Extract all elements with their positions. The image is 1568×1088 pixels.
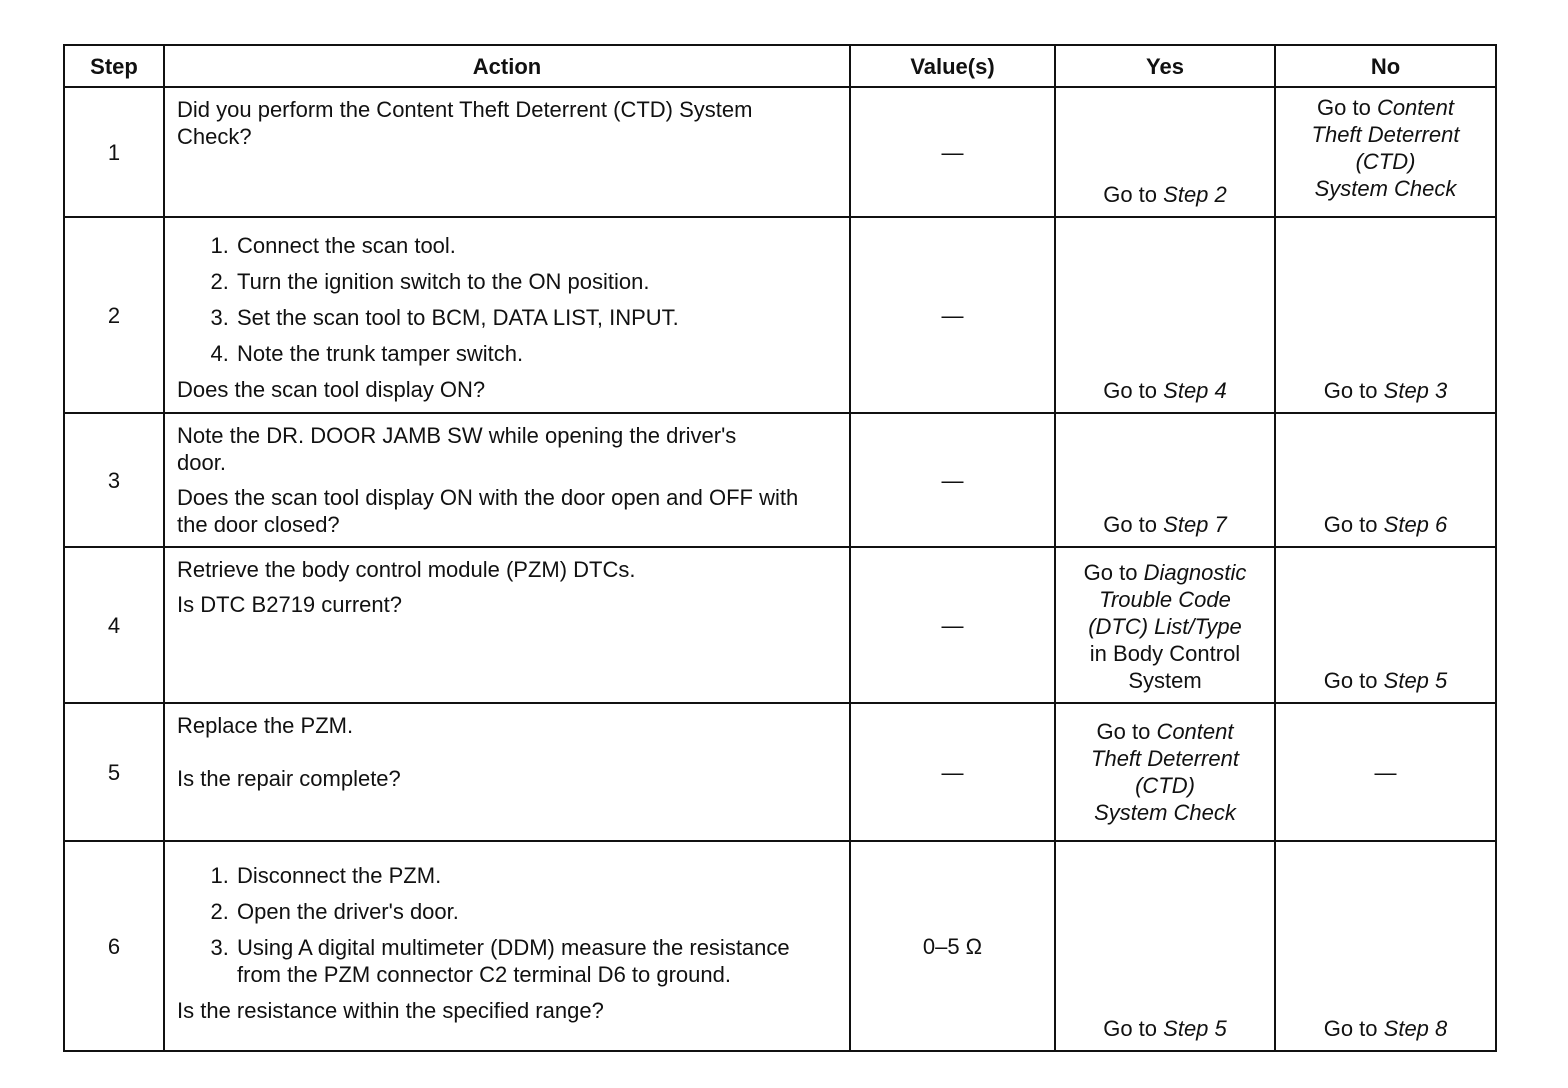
yes-prefix: Go to [1103, 512, 1158, 537]
action-question: Is DTC B2719 current? [177, 592, 402, 617]
yes-suffix: System [1128, 668, 1202, 693]
yes-step-link[interactable]: Step 4 [1163, 378, 1227, 403]
action-cell [164, 547, 850, 703]
action-step: 1. Disconnect the PZM. [235, 862, 839, 889]
yes-ref-link[interactable]: Theft Deterrent [1091, 746, 1239, 771]
header-row [64, 45, 1496, 87]
action-step: 3. Using A digital multimeter (DDM) measure the resistance from the PZM connector C2 terminal D6 to ground. [235, 934, 839, 988]
no-ref-line [1276, 94, 1495, 121]
yes-ref-link[interactable]: Trouble Code [1099, 587, 1231, 612]
action-question: Does the scan tool display ON with the door open and OFF with the door closed? [177, 485, 799, 537]
no-cell [1275, 413, 1496, 547]
value-cell: — [850, 413, 1055, 547]
action-cell [164, 87, 850, 217]
yes-step-link[interactable]: Step 7 [1163, 512, 1227, 537]
action-text: Replace the PZM. [177, 713, 354, 738]
action-question: Is the repair complete? [177, 766, 401, 791]
no-ref-link[interactable]: Theft Deterrent [1311, 122, 1460, 147]
value-cell: — [850, 547, 1055, 703]
step-number: 6 [64, 841, 164, 1051]
action-cell [164, 413, 850, 547]
action-cell [164, 217, 850, 413]
yes-prefix: Go to [1083, 560, 1138, 585]
yes-ref-link[interactable]: (DTC) List/Type [1088, 614, 1242, 639]
no-cell [1275, 547, 1496, 703]
table-row-step-6 [64, 841, 1496, 1051]
no-ref-link[interactable]: (CTD) [1355, 149, 1416, 174]
yes-suffix: in Body Control [1089, 641, 1241, 666]
no-cell: — [1275, 703, 1496, 841]
value-cell: — [850, 87, 1055, 217]
action-cell [164, 703, 850, 841]
value-cell: — [850, 217, 1055, 413]
no-cell [1275, 217, 1496, 413]
step-number: 3 [64, 413, 164, 547]
no-step-link[interactable]: Step 5 [1383, 668, 1448, 693]
yes-cell [1055, 217, 1275, 413]
yes-cell [1055, 841, 1275, 1051]
diagnostic-table [63, 44, 1497, 1052]
yes-cell [1055, 703, 1275, 841]
action-step: 1. Connect the scan tool. [235, 232, 839, 259]
action-step: 3. Set the scan tool to BCM, DATA LIST, INPUT. [235, 304, 839, 331]
yes-prefix: Go to [1103, 182, 1158, 207]
action-step: 2. Open the driver's door. [235, 898, 839, 925]
yes-prefix: Go to [1096, 719, 1151, 744]
action-question: Does the scan tool display ON? [177, 377, 486, 402]
action-step-list [177, 862, 839, 988]
yes-cell [1055, 413, 1275, 547]
action-step: 4. Note the trunk tamper switch. [235, 340, 839, 367]
action-text: Did you perform the Content Theft Deterrent (CTD) System Check? [177, 97, 753, 149]
value-cell: 0–5 Ω [850, 841, 1055, 1051]
yes-step-link[interactable]: Step 5 [1163, 1016, 1227, 1041]
step-number: 2 [64, 217, 164, 413]
no-step-link[interactable]: Step 3 [1383, 378, 1448, 403]
no-prefix: Go to [1323, 668, 1378, 693]
action-step: 2. Turn the ignition switch to the ON position. [235, 268, 839, 295]
action-text: Retrieve the body control module (PZM) DTCs. [177, 557, 636, 582]
yes-cell [1055, 87, 1275, 217]
no-ref-link[interactable]: System Check [1314, 176, 1457, 201]
step-number: 5 [64, 703, 164, 841]
header-no: No [1275, 45, 1496, 87]
table-row-step-1 [64, 87, 1496, 217]
action-cell [164, 841, 850, 1051]
no-cell [1275, 87, 1496, 217]
action-text: Note the DR. DOOR JAMB SW while opening the driver's door. [177, 423, 737, 475]
yes-ref-link[interactable]: Diagnostic [1143, 560, 1247, 585]
header-yes: Yes [1055, 45, 1275, 87]
yes-ref-link[interactable]: (CTD) [1135, 773, 1195, 798]
no-step-link[interactable]: Step 8 [1383, 1016, 1448, 1041]
no-cell [1275, 841, 1496, 1051]
table-row-step-4 [64, 547, 1496, 703]
yes-cell [1055, 547, 1275, 703]
yes-ref-link[interactable]: System Check [1094, 800, 1236, 825]
step-number: 4 [64, 547, 164, 703]
no-prefix: Go to [1323, 512, 1378, 537]
no-prefix: Go to [1323, 378, 1378, 403]
header-action: Action [164, 45, 850, 87]
no-ref-link[interactable]: Content [1376, 95, 1454, 120]
yes-ref-line [1056, 559, 1274, 586]
table-row-step-2 [64, 217, 1496, 413]
no-prefix: Go to [1317, 95, 1371, 120]
no-step-link[interactable]: Step 6 [1383, 512, 1448, 537]
action-step-list [177, 232, 839, 367]
table-row-step-3 [64, 413, 1496, 547]
step-number: 1 [64, 87, 164, 217]
action-question: Is the resistance within the specified range? [177, 998, 604, 1023]
value-cell: — [850, 703, 1055, 841]
yes-ref-link[interactable]: Content [1156, 719, 1234, 744]
yes-ref-line [1056, 718, 1274, 745]
no-prefix: Go to [1323, 1016, 1378, 1041]
yes-prefix: Go to [1103, 1016, 1158, 1041]
header-values: Value(s) [850, 45, 1055, 87]
header-step: Step [64, 45, 164, 87]
table-row-step-5 [64, 703, 1496, 841]
yes-prefix: Go to [1103, 378, 1158, 403]
yes-step-link[interactable]: Step 2 [1163, 182, 1227, 207]
